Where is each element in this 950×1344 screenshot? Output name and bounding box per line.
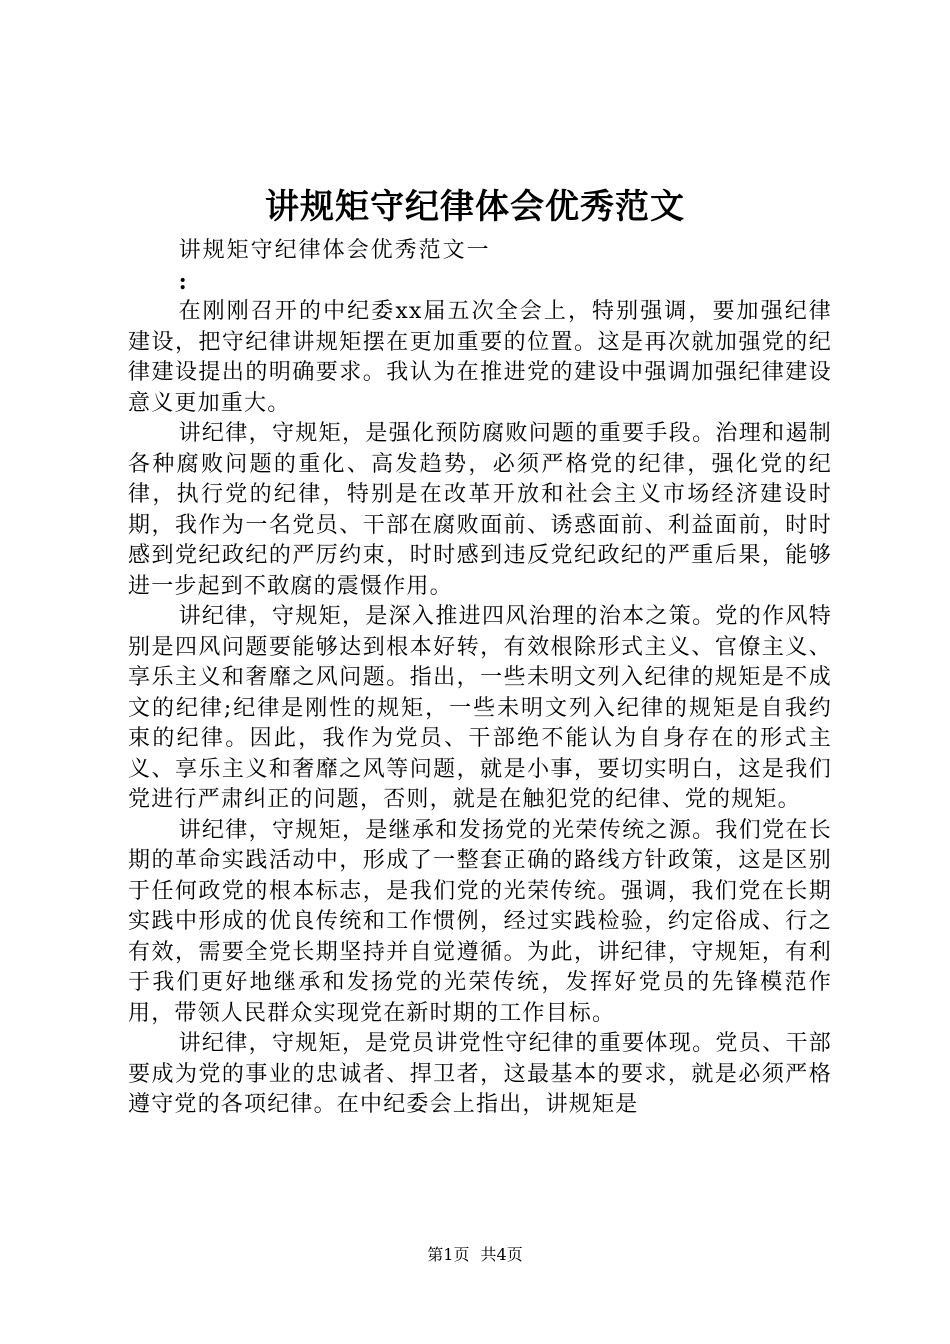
paragraph-1: 在刚刚召开的中纪委xx届五次全会上，特别强调，要加强纪律建设，把守纪律讲规矩摆在更加重要的位置。这是再次就加强党的纪律建设提出的明确要求。我认为在推进党的建设中强调加强纪律建设意义更加重大。: [128, 299, 832, 416]
page-footer: [0, 1244, 950, 1266]
paragraph-4: 讲纪律，守规矩，是继承和发扬党的光荣传统之源。我们党在长期的革命实践活动中，形成了一整套正确的路线方针政策，这是区别于任何政党的根本标志，是我们党的光荣传统。强调，我们党在长期实践中形成的优良传统和工作惯例，经过实践检验，约定俗成、行之有效，需要全党长期坚持并自觉遵循。为此，讲纪律，守规矩，有利于我们更好地继承和发扬党的光荣传统，发挥好党员的先锋模范作用，带领人民群众实现党在新时期的工作目标。: [128, 817, 832, 1026]
section-subtitle-colon: :: [178, 268, 188, 295]
document-body: [128, 236, 832, 1121]
page-total: 共4页: [480, 1245, 523, 1264]
page-number: 第1页: [427, 1245, 470, 1264]
document-title: 讲规矩守纪律体会优秀范文: [265, 187, 685, 227]
section-subtitle: 讲规矩守纪律体会优秀范文一: [178, 238, 491, 263]
paragraph-5: 讲纪律，守规矩，是党员讲党性守纪律的重要体现。党员、干部要成为党的事业的忠诚者、捍卫者，这最基本的要求，就是必须严格遵守党的各项纪律。在中纪委会上指出，讲规矩是: [128, 1031, 832, 1117]
paragraph-2: 讲纪律，守规矩，是强化预防腐败问题的重要手段。治理和遏制各种腐败问题的重化、高发趋势，必须严格党的纪律，强化党的纪律，执行党的纪律，特别是在改革开放和社会主义市场经济建设时期，我作为一名党员、干部在腐败面前、诱惑面前、利益面前，时时感到党纪政纪的严厉约束，时时感到违反党纪政纪的严重后果，能够进一步起到不敢腐的震慑作用。: [128, 421, 832, 599]
paragraph-3: 讲纪律，守规矩，是深入推进四风治理的治本之策。党的作风特别是四风问题要能够达到根本好转，有效根除形式主义、官僚主义、享乐主义和奢靡之风问题。指出，一些未明文列入纪律的规矩是不成文的纪律;纪律是刚性的规矩，一些未明文列入纪律的规矩是自我约束的纪律。因此，我作为党员、干部绝不能认为自身存在的形式主义、享乐主义和奢靡之风等问题，就是小事，要切实明白，这是我们党进行严肃纠正的问题，否则，就是在触犯党的纪律、党的规矩。: [128, 604, 832, 812]
